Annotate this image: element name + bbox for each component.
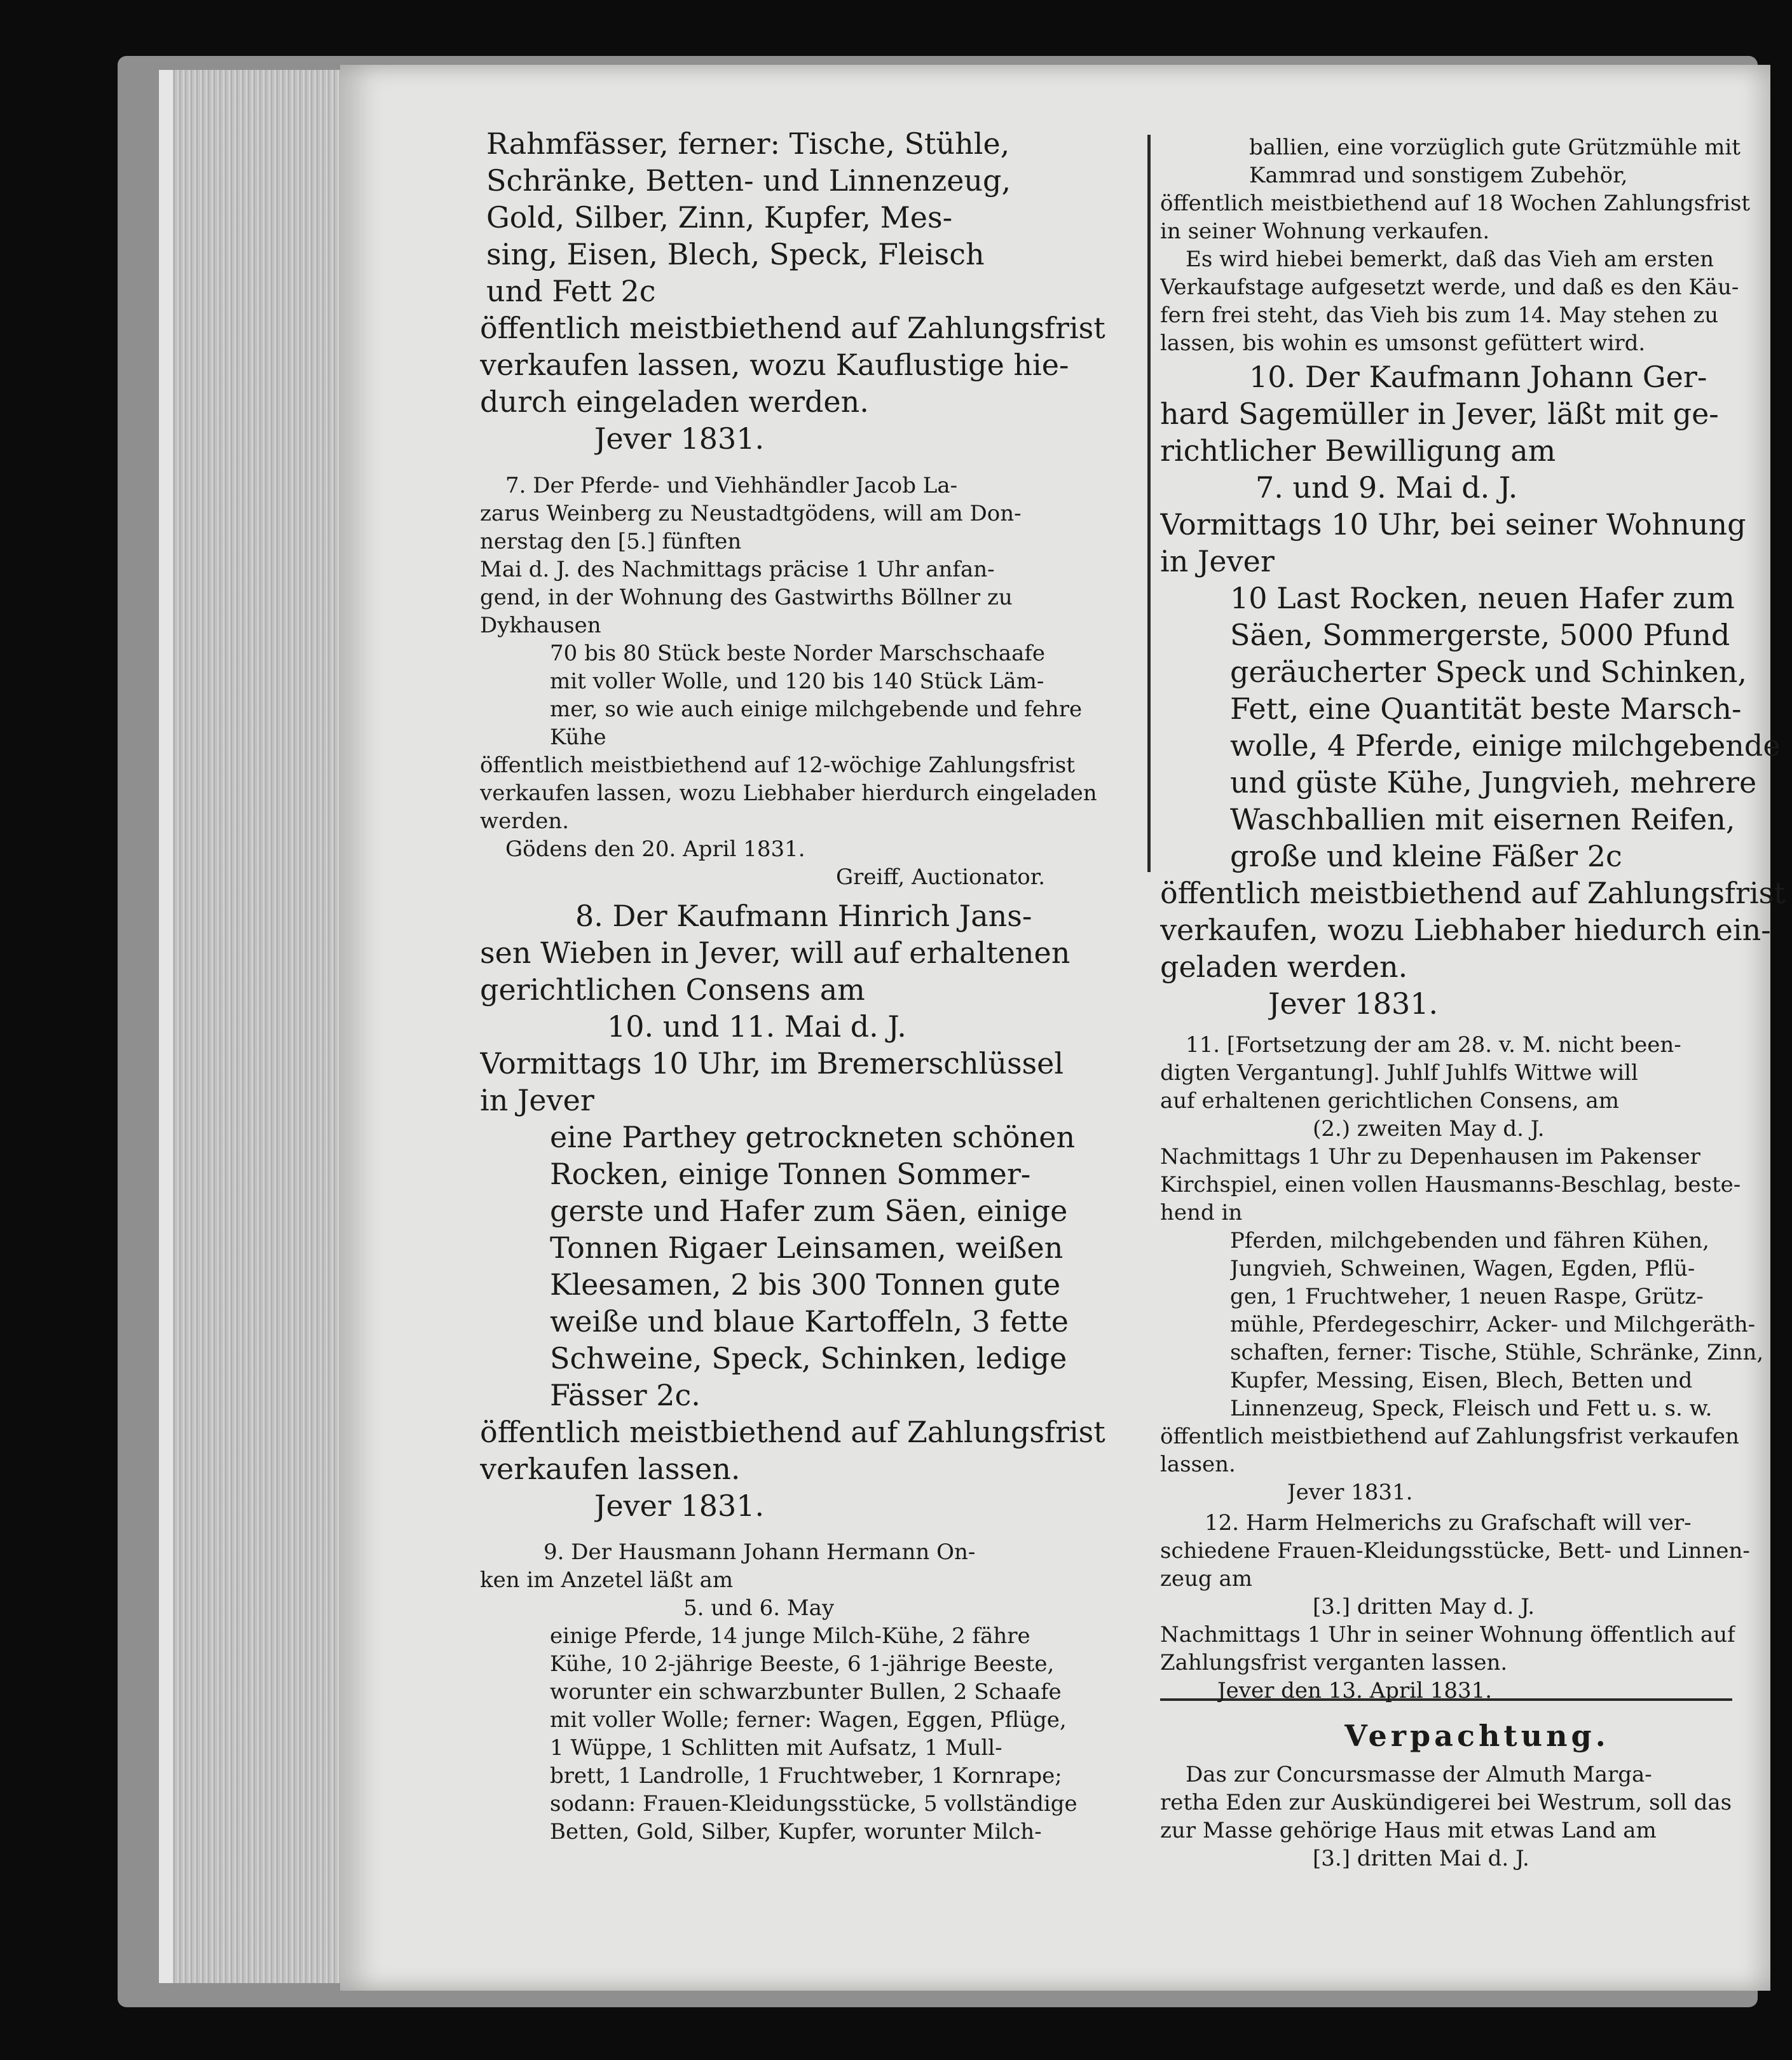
text-line: schiedene Frauen-Kleidungsstücke, Bett- und Linnen- — [1160, 1538, 1750, 1564]
text-line: hend in — [1160, 1200, 1243, 1225]
text-line: und Fett 2c — [486, 274, 656, 308]
text-line: Rocken, einige Tonnen Sommer- — [550, 1157, 1031, 1191]
text-line: 12. Harm Helmerichs zu Grafschaft will ver- — [1205, 1510, 1692, 1536]
text-line: Tonnen Rigaer Leinsamen, weißen — [550, 1231, 1064, 1265]
text-line: 11. [Fortsetzung der am 28. v. M. nicht been- — [1186, 1032, 1681, 1058]
place-date: Jever 1831. — [1287, 1480, 1413, 1505]
text-line: hard Sagemüller in Jever, läßt mit ge- — [1160, 397, 1719, 431]
text-line: 10. Der Kaufmann Johann Ger- — [1249, 360, 1707, 394]
text-line: ken im Anzetel läßt am — [480, 1567, 734, 1593]
text-line: verkaufen lassen, wozu Kauflustige hie- — [480, 348, 1069, 382]
page-edges — [159, 70, 343, 1983]
text-line: brett, 1 Landrolle, 1 Fruchtweber, 1 Kornrape; — [550, 1763, 1062, 1789]
text-line: retha Eden zur Auskündigerei bei Westrum, soll das — [1160, 1790, 1732, 1815]
text-line: große und kleine Fäßer 2c — [1230, 839, 1622, 873]
text-line: werden. — [480, 808, 570, 834]
text-line: digten Vergantung]. Juhlf Juhlfs Wittwe will — [1160, 1060, 1638, 1086]
text-line: zeug am — [1160, 1566, 1253, 1592]
text-line: in Jever — [1160, 544, 1275, 578]
text-line: 10 Last Rocken, neuen Hafer zum — [1230, 581, 1735, 615]
text-line: eine Parthey getrockneten schönen — [550, 1120, 1076, 1154]
text-line: [3.] dritten Mai d. J. — [1313, 1846, 1529, 1871]
text-line: fern frei steht, das Vieh bis zum 14. May stehen zu — [1160, 303, 1719, 328]
text-line: (2.) zweiten May d. J. — [1313, 1116, 1545, 1142]
text-line: gen, 1 Fruchtweher, 1 neuen Raspe, Grütz- — [1230, 1284, 1704, 1309]
text-line: geladen werden. — [1160, 950, 1408, 984]
text-line: sodann: Frauen-Kleidungsstücke, 5 vollständige — [550, 1791, 1077, 1817]
text-line: in Jever — [480, 1083, 594, 1117]
text-line: ballien, eine vorzüglich gute Grützmühle mit — [1249, 135, 1741, 160]
text-line: Nachmittags 1 Uhr in seiner Wohnung öffentlich auf — [1160, 1622, 1735, 1647]
text-line: Es wird hiebei bemerkt, daß das Vieh am ersten — [1186, 247, 1714, 272]
text-line: 7. und 9. Mai d. J. — [1255, 470, 1518, 505]
text-line: Linnenzeug, Speck, Fleisch und Fett u. s. w. — [1230, 1396, 1713, 1421]
text-line: zur Masse gehörige Haus mit etwas Land am — [1160, 1818, 1657, 1843]
text-line: mit voller Wolle, und 120 bis 140 Stück Läm- — [550, 669, 1044, 694]
text-line: schaften, ferner: Tische, Stühle, Schränke, Zinn, — [1230, 1340, 1764, 1365]
text-line: mühle, Pferdegeschirr, Acker- und Milchgeräth- — [1230, 1312, 1756, 1337]
signature: Greiff, Auctionator. — [836, 864, 1046, 890]
place-date: Jever 1831. — [594, 1489, 765, 1523]
text-line: gend, in der Wohnung des Gastwirths Böllner zu — [480, 585, 1013, 610]
text-line: lassen. — [1160, 1452, 1236, 1477]
text-line: Schränke, Betten- und Linnenzeug, — [486, 163, 1011, 198]
text-line: Zahlungsfrist verganten lassen. — [1160, 1650, 1508, 1675]
text-line: 70 bis 80 Stück beste Norder Marschschaafe — [550, 641, 1046, 666]
text-line: Vormittags 10 Uhr, bei seiner Wohnung — [1160, 507, 1746, 542]
text-line: Kirchspiel, einen vollen Hausmanns-Beschlag, beste- — [1160, 1172, 1741, 1197]
text-line: 9. Der Hausmann Johann Hermann On- — [544, 1539, 976, 1565]
text-line: Kühe, 10 2-jährige Beeste, 6 1-jährige Beeste, — [550, 1651, 1055, 1677]
text-line: öffentlich meistbiethend auf 12-wöchige Zahlungsfrist — [480, 753, 1075, 778]
text-line: durch eingeladen werden. — [480, 385, 869, 419]
text-line: mer, so wie auch einige milchgebende und fehre — [550, 697, 1083, 722]
book-page — [340, 65, 1786, 1991]
text-line: 5. und 6. May — [683, 1595, 835, 1621]
text-line: weiße und blaue Kartoffeln, 3 fette — [550, 1304, 1069, 1339]
text-line: Pferden, milchgebenden und fähren Kühen, — [1230, 1228, 1709, 1253]
text-line: einige Pferde, 14 junge Milch-Kühe, 2 fähre — [550, 1623, 1030, 1649]
place-date: Jever den 13. April 1831. — [1217, 1678, 1493, 1703]
text-line: verkaufen lassen. — [480, 1452, 741, 1486]
column-divider — [1147, 135, 1151, 872]
text-line: Säen, Sommergerste, 5000 Pfund — [1230, 618, 1730, 652]
place-date: Jever 1831. — [1268, 986, 1439, 1021]
text-line: öffentlich meistbiethend auf Zahlungsfrist — [480, 311, 1105, 345]
text-line: Das zur Concursmasse der Almuth Marga- — [1186, 1762, 1652, 1787]
text-line: worunter ein schwarzbunter Bullen, 2 Schaafe — [550, 1679, 1062, 1705]
text-line: richtlicher Bewilligung am — [1160, 433, 1556, 468]
text-line: in seiner Wohnung verkaufen. — [1160, 219, 1490, 244]
text-line: Betten, Gold, Silber, Kupfer, worunter Milch- — [550, 1819, 1042, 1845]
text-line: auf erhaltenen gerichtlichen Consens, am — [1160, 1088, 1620, 1114]
text-line: Jungvieh, Schweinen, Wagen, Egden, Pflü- — [1230, 1256, 1695, 1281]
text-line: mit voller Wolle; ferner: Wagen, Eggen, Pflüge, — [550, 1707, 1067, 1733]
text-line: Nachmittags 1 Uhr zu Depenhausen im Pakenser — [1160, 1144, 1700, 1170]
place-date: Jever 1831. — [594, 421, 765, 456]
text-line: verkaufen lassen, wozu Liebhaber hierdurch eingeladen — [480, 781, 1097, 806]
text-line: Mai d. J. des Nachmittags präcise 1 Uhr anfan- — [480, 557, 995, 582]
text-line: 8. Der Kaufmann Hinrich Jans- — [575, 899, 1032, 933]
section-heading: Verpachtung. — [1344, 1719, 1610, 1753]
text-line: sing, Eisen, Blech, Speck, Fleisch — [486, 237, 985, 271]
text-line: Schweine, Speck, Schinken, ledige — [550, 1341, 1067, 1375]
text-line: öffentlich meistbiethend auf Zahlungsfrist — [1160, 876, 1786, 910]
text-line: lassen, bis wohin es umsonst gefüttert wird. — [1160, 331, 1646, 356]
text-line: 7. Der Pferde- und Viehhändler Jacob La- — [505, 473, 958, 498]
text-line: [3.] dritten May d. J. — [1313, 1594, 1535, 1620]
text-line: Waschballien mit eisernen Reifen, — [1230, 802, 1735, 836]
text-line: gerste und Hafer zum Säen, einige — [550, 1194, 1068, 1228]
text-line: und güste Kühe, Jungvieh, mehrere — [1230, 765, 1757, 800]
text-line: nerstag den [5.] fünften — [480, 529, 742, 554]
text-line: verkaufen, wozu Liebhaber hiedurch ein- — [1160, 913, 1771, 947]
text-line: öffentlich meistbiethend auf Zahlungsfrist — [480, 1415, 1105, 1449]
text-line: öffentlich meistbiethend auf 18 Wochen Zahlungsfrist — [1160, 191, 1751, 216]
text-line: öffentlich meistbiethend auf Zahlungsfrist verkaufen — [1160, 1424, 1739, 1449]
page-edge-highlight — [159, 70, 173, 1983]
text-line: 10. und 11. Mai d. J. — [607, 1009, 906, 1044]
text-line: Kammrad und sonstigem Zubehör, — [1249, 163, 1628, 188]
text-line: Rahmfässer, ferner: Tische, Stühle, — [486, 126, 1010, 161]
text-line: 1 Wüppe, 1 Schlitten mit Aufsatz, 1 Mull- — [550, 1735, 1002, 1761]
text-line: Kleesamen, 2 bis 300 Tonnen gute — [550, 1267, 1061, 1302]
text-line: Kupfer, Messing, Eisen, Blech, Betten und — [1230, 1368, 1693, 1393]
text-line: geräucherter Speck und Schinken, — [1230, 655, 1747, 689]
text-line: sen Wieben in Jever, will auf erhaltenen — [480, 936, 1070, 970]
text-line: Fett, eine Quantität beste Marsch- — [1230, 692, 1742, 726]
text-line: Gold, Silber, Zinn, Kupfer, Mes- — [486, 200, 953, 235]
text-line: Kühe — [550, 725, 606, 750]
text-line: wolle, 4 Pferde, einige milchgebende — [1230, 728, 1781, 763]
text-line: zarus Weinberg zu Neustadtgödens, will am Don- — [480, 501, 1022, 526]
text-line: Dykhausen — [480, 613, 601, 638]
text-line: gerichtlichen Consens am — [480, 972, 865, 1007]
text-line: Verkaufstage aufgesetzt werde, und daß es den Käu- — [1160, 275, 1739, 300]
text-line: Fässer 2c. — [550, 1378, 701, 1412]
place-date: Gödens den 20. April 1831. — [505, 836, 805, 862]
text-line: Vormittags 10 Uhr, im Bremerschlüssel — [480, 1046, 1064, 1081]
